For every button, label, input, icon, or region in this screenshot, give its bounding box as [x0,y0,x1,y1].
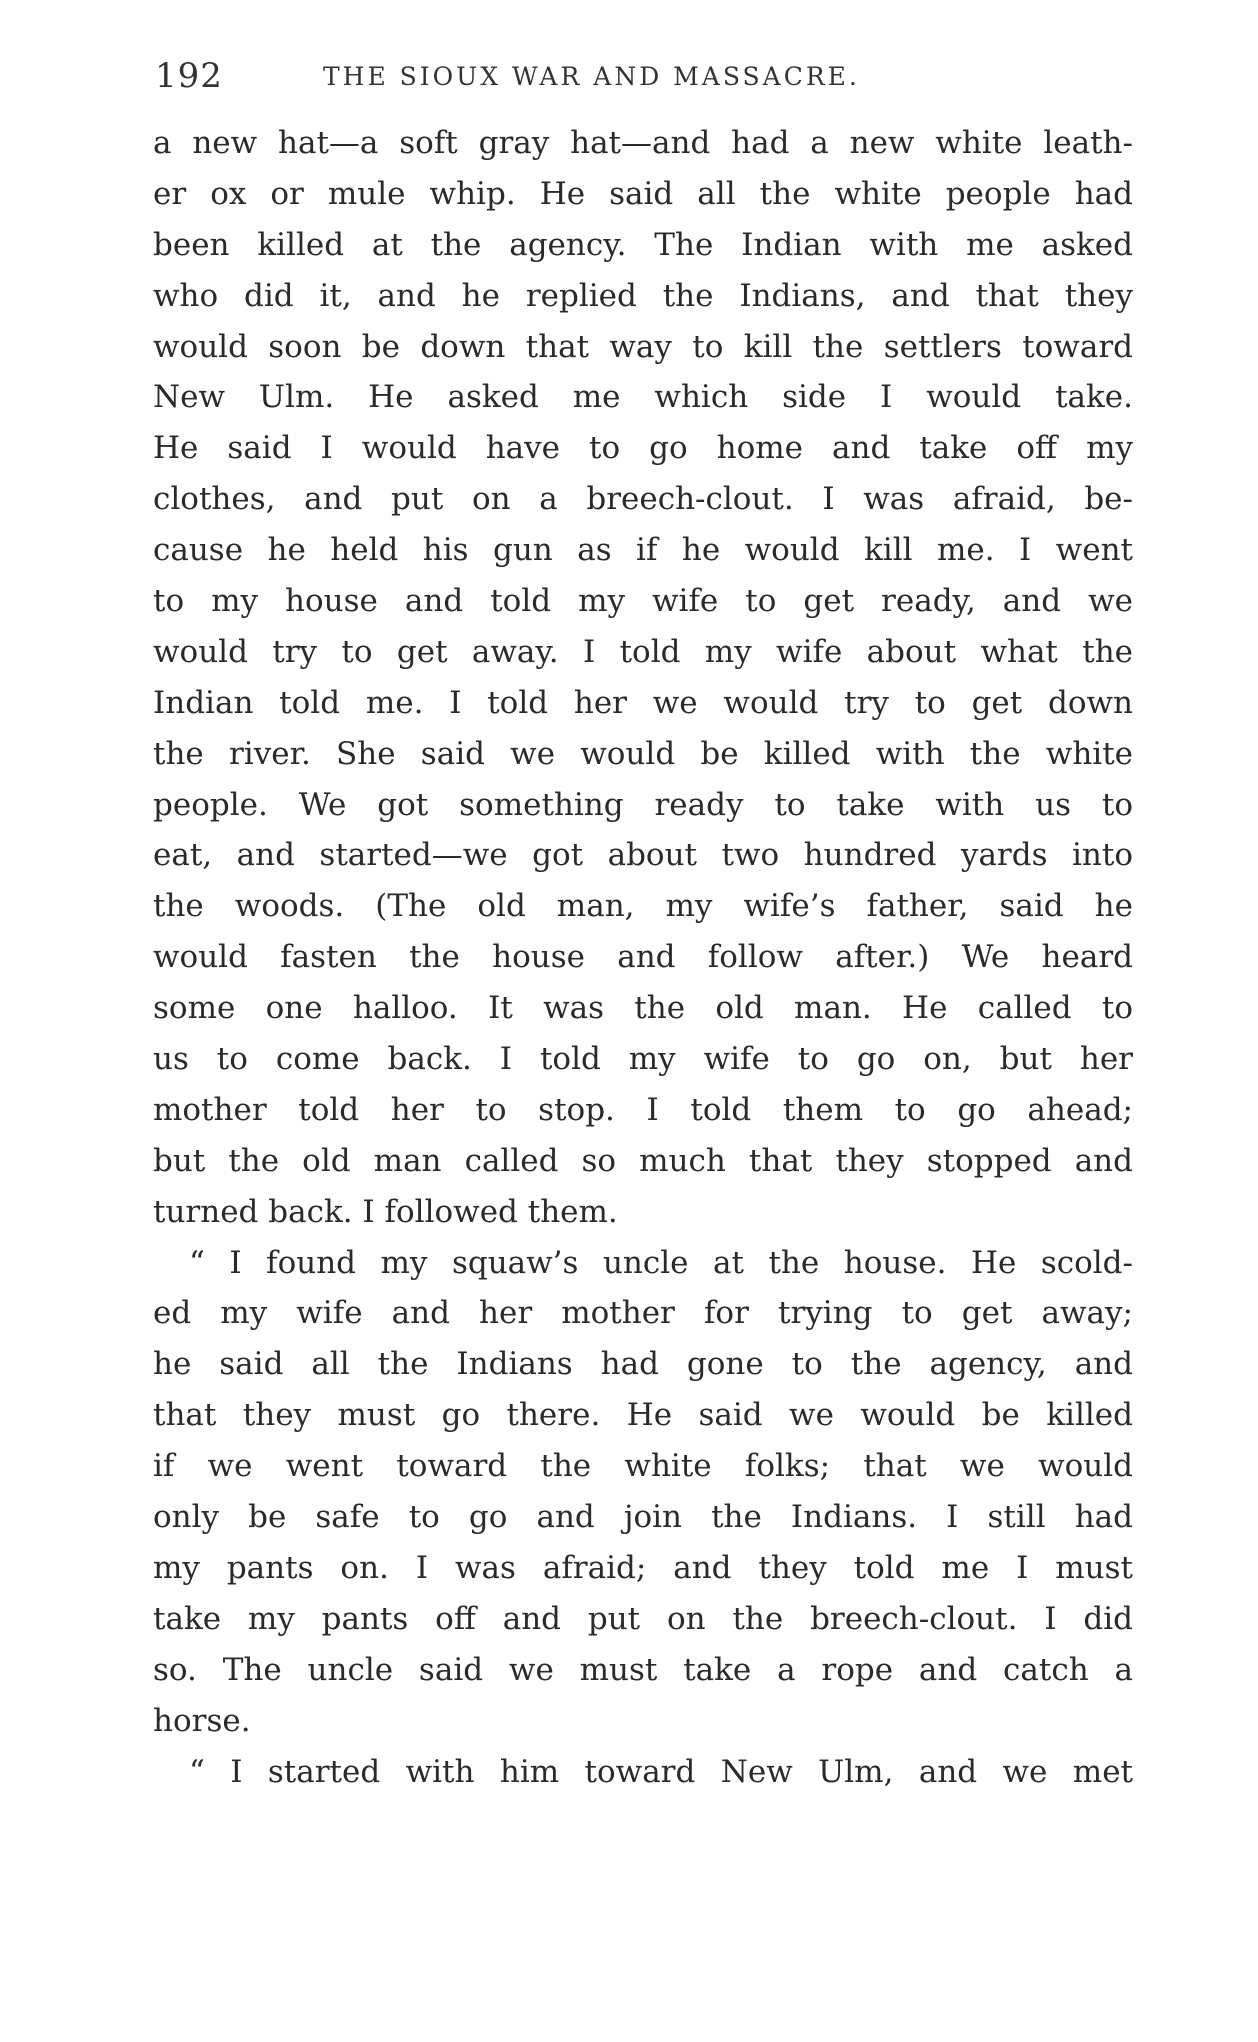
text-line: people. We got something ready to take with us to [153,786,1133,823]
text-line: my pants on. I was afraid; and they told me I must [153,1549,1133,1586]
text-line: mother told her to stop. I told them to go ahead; [153,1091,1133,1128]
text-line: New Ulm. He asked me which side I would take. [153,379,1133,416]
text-line: “ I started with him toward New Ulm, and we met [189,1753,1133,1790]
text-line: that they must go there. He said we would be killed [153,1397,1133,1434]
page-number: 192 [155,56,223,96]
text-line: er ox or mule whip. He said all the white people had [153,175,1133,212]
text-line: would soon be down that way to kill the settlers toward [153,328,1133,365]
text-line: clothes, and put on a breech-clout. I was afraid, be- [153,481,1133,518]
text-line: a new hat—a soft gray hat—and had a new white leath- [153,125,1133,161]
running-title: THE SIOUX WAR AND MASSACRE. [323,62,860,91]
text-line: would try to get away. I told my wife about what the [153,633,1133,670]
text-line: if we went toward the white folks; that we would [153,1448,1133,1485]
text-line: take my pants off and put on the breech-clout. I did [153,1600,1133,1637]
text-line: some one halloo. It was the old man. He called to [153,990,1133,1027]
text-line: but the old man called so much that they stopped and [153,1142,1133,1179]
text-line: only be safe to go and join the Indians. I still had [153,1499,1133,1536]
text-line: would fasten the house and follow after.) We heard [153,939,1133,976]
text-line: cause he held his gun as if he would kill me. I went [153,532,1133,569]
text-line: He said I would have to go home and take off my [153,430,1133,467]
text-line: been killed at the agency. The Indian with me asked [153,226,1133,263]
text-line: who did it, and he replied the Indians, and that they [153,277,1133,314]
text-line: he said all the Indians had gone to the agency, and [153,1346,1133,1383]
text-line: ed my wife and her mother for trying to get away; [153,1295,1133,1332]
text-line: the woods. (The old man, my wife’s father, said he [153,888,1133,925]
text-line: turned back. I followed them. [153,1193,618,1230]
text-line: to my house and told my wife to get ready, and we [153,583,1133,620]
text-line: us to come back. I told my wife to go on, but her [153,1041,1133,1078]
text-line: eat, and started—we got about two hundred yards into [153,837,1133,874]
body-text [153,118,1133,1797]
text-line: so. The uncle said we must take a rope and catch a [153,1651,1133,1688]
text-line: Indian told me. I told her we would try to get down [153,684,1133,721]
page-header [155,56,1135,106]
text-line: “ I found my squaw’s uncle at the house. He scold- [189,1244,1133,1281]
text-line: the river. She said we would be killed with the white [153,735,1133,772]
text-line: horse. [153,1702,251,1739]
